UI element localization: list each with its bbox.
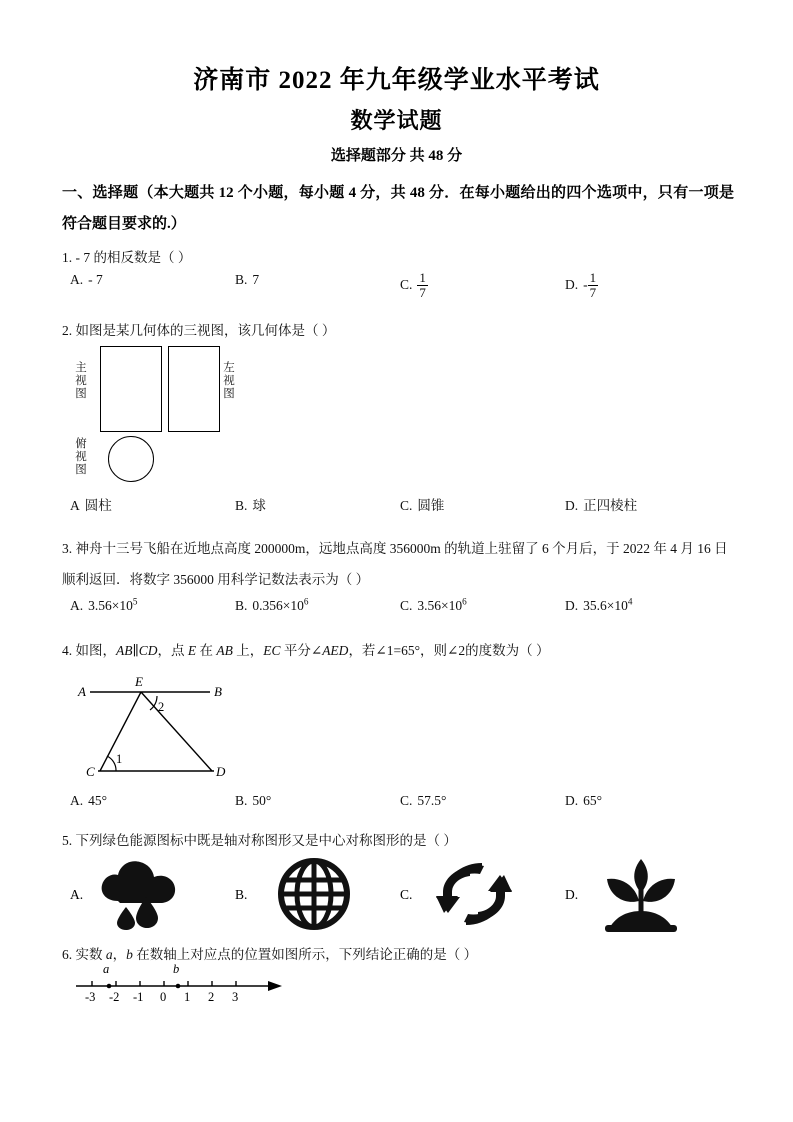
option-2-B-label: B. <box>235 498 248 513</box>
option-3-D-mantissa: 35.6×10 <box>583 598 628 613</box>
option-5-D[interactable] <box>565 855 730 935</box>
option-4-B-text: 50° <box>252 793 272 808</box>
fraction-denominator: 7 <box>589 284 597 300</box>
question-1-options <box>62 272 742 302</box>
angle-label-2: 2 <box>158 700 165 714</box>
option-4-A-text: 45° <box>88 793 108 808</box>
option-3-C[interactable] <box>400 598 467 614</box>
option-2-D-text: 正四棱柱 <box>583 498 638 513</box>
fraction-denominator: 7 <box>419 284 426 300</box>
option-1-D-fraction <box>588 271 599 299</box>
option-4-D[interactable] <box>565 793 602 809</box>
option-4-D-text: 65° <box>583 793 603 808</box>
question-2-stem: 2. 如图是某几何体的三视图，该几何体是（ ） <box>62 323 336 338</box>
option-4-B[interactable] <box>235 793 271 809</box>
option-1-D-label: D. <box>565 277 579 293</box>
number-line-point-b-label: b <box>173 962 180 976</box>
q6-part-1: 6. 实数 <box>62 947 106 962</box>
option-1-B-text: 7 <box>252 272 260 287</box>
q4-part-4: 上， <box>232 643 264 658</box>
rain-cloud-icon <box>98 857 184 931</box>
option-3-A-label: A. <box>70 598 84 613</box>
option-1-A[interactable] <box>70 272 103 288</box>
angle-label-1: 1 <box>116 752 123 766</box>
option-4-A[interactable] <box>70 793 107 809</box>
side-view-label: 左视图 <box>223 362 235 400</box>
option-1-A-text: - 7 <box>88 272 103 287</box>
tick-label-0: 0 <box>160 990 167 1004</box>
option-2-D[interactable] <box>565 494 637 514</box>
option-2-C-text: 圆锥 <box>417 498 445 513</box>
q4-var-AED: AED <box>322 643 349 658</box>
option-2-D-label: D. <box>565 498 579 513</box>
question-3-stem: 3. 神舟十三号飞船在近地点高度 200000m，远地点高度 356000m 的轨道上驻留了 6 个月后，于 2022 年 4 月 16 日顺利返回．将数字 356000 用科学记数法表示为（ ） <box>62 541 728 587</box>
option-3-A[interactable] <box>70 598 137 614</box>
option-3-B-exponent: 6 <box>303 596 309 607</box>
option-3-A-mantissa: 3.56×10 <box>88 598 133 613</box>
fraction-numerator: 1 <box>419 270 426 285</box>
q4-part-6: ，若∠1=65°，则∠2的度数为（ ） <box>348 643 550 658</box>
option-3-B[interactable] <box>235 598 308 614</box>
option-2-A[interactable] <box>70 494 112 514</box>
option-1-A-label: A. <box>70 272 84 287</box>
point-label-A: A <box>78 684 86 699</box>
option-4-B-label: B. <box>235 793 248 808</box>
option-1-B-label: B. <box>235 272 248 287</box>
tick-label--3: -3 <box>85 990 96 1004</box>
q4-part-2: ，点 <box>157 643 188 658</box>
page-title: 济南市 2022 年九年级学业水平考试 <box>193 67 600 94</box>
option-2-C[interactable] <box>400 494 444 514</box>
option-2-A-label: A <box>70 498 80 513</box>
number-line-point-a-label: a <box>103 962 110 976</box>
q4-part-3: 在 <box>196 643 217 658</box>
option-1-C[interactable] <box>400 272 428 300</box>
option-4-C-label: C. <box>400 793 413 808</box>
option-5-C-label: C. <box>400 887 413 902</box>
q4-part-5: 平分∠ <box>280 643 323 658</box>
option-1-B[interactable] <box>235 272 259 288</box>
tick-label-1: 1 <box>184 990 191 1004</box>
option-4-C[interactable] <box>400 793 446 809</box>
question-1-stem: 1. - 7 的相反数是（ ） <box>62 250 192 265</box>
number-line-figure <box>70 962 290 1014</box>
fraction-numerator: 1 <box>589 270 597 285</box>
option-2-B[interactable] <box>235 494 266 514</box>
front-view-rectangle <box>100 346 162 432</box>
instructions-paragraph: 一、选择题（本大题共 12 个小题，每小题 4 分，共 48 分．在每小题给出的四个选项中，只有一项是符合题目要求的.） <box>62 185 734 232</box>
option-3-C-label: C. <box>400 598 413 613</box>
option-2-B-text: 球 <box>252 498 266 513</box>
tick-label--1: -1 <box>133 990 144 1004</box>
option-3-D[interactable] <box>565 598 632 614</box>
option-5-C[interactable] <box>400 855 565 935</box>
question-5-stem: 5. 下列绿色能源图标中既是轴对称图形又是中心对称图形的是（ ） <box>62 833 457 848</box>
option-5-A[interactable] <box>70 855 235 935</box>
question-2-options <box>62 494 742 524</box>
option-4-D-label: D. <box>565 793 579 808</box>
side-view-rectangle <box>168 346 220 432</box>
point-label-B: B <box>214 684 222 699</box>
question-5-options <box>62 855 742 935</box>
geometry-svg <box>62 672 282 784</box>
option-1-C-label: C. <box>400 277 413 293</box>
q6-var-a: a <box>105 947 113 962</box>
question-4-stem <box>62 638 738 664</box>
tick-label-3: 3 <box>232 990 239 1004</box>
q4-var-E: E <box>187 643 197 658</box>
option-3-C-exponent: 6 <box>462 596 467 607</box>
point-label-D: D <box>216 764 226 779</box>
section-header: 选择题部分 共 48 分 <box>330 148 463 164</box>
globe-grid-icon <box>277 857 351 931</box>
q6-part-3: 在数轴上对应点的位置如图所示，下列结论正确的是（ ） <box>132 947 478 962</box>
q4-part-1: 4. 如图， <box>62 643 116 658</box>
top-view-label: 俯视图 <box>75 438 87 476</box>
parallel-lines-triangle-figure <box>62 672 282 784</box>
option-2-C-label: C. <box>400 498 413 513</box>
front-view-label: 主视图 <box>75 362 87 400</box>
option-4-A-label: A. <box>70 793 84 808</box>
three-view-figure <box>62 340 312 485</box>
option-5-A-label: A. <box>70 887 84 902</box>
recycle-arrows-icon <box>434 861 514 927</box>
option-3-A-exponent: 5 <box>132 596 138 607</box>
q4-var-AB: AB <box>216 643 233 658</box>
option-3-B-label: B. <box>235 598 248 613</box>
option-4-C-text: 57.5° <box>417 793 447 808</box>
page-subtitle: 数学试题 <box>350 108 443 133</box>
top-view-circle <box>108 436 154 482</box>
tick-label--2: -2 <box>109 990 120 1004</box>
q4-var-AB-CD: AB∥CD <box>116 643 158 658</box>
q6-part-2: ， <box>112 947 127 962</box>
option-3-C-mantissa: 3.56×10 <box>417 598 463 613</box>
tick-label-2: 2 <box>208 990 215 1004</box>
option-2-A-text: 圆柱 <box>84 498 112 513</box>
option-1-D-sign: - <box>583 277 588 293</box>
option-1-D[interactable] <box>565 272 598 300</box>
option-5-D-label: D. <box>565 887 579 902</box>
option-5-B[interactable] <box>235 855 400 935</box>
point-label-E: E <box>135 674 143 689</box>
question-4-options <box>62 793 742 823</box>
option-3-D-exponent: 4 <box>627 596 633 607</box>
option-3-D-label: D. <box>565 598 579 613</box>
q4-var-EC: EC <box>263 643 281 658</box>
option-3-B-mantissa: 0.356×10 <box>252 598 304 613</box>
sprout-icon <box>601 855 681 933</box>
question-3-options <box>62 598 742 628</box>
q6-var-b: b <box>126 947 133 962</box>
option-5-B-label: B. <box>235 887 248 902</box>
point-label-C: C <box>86 764 95 779</box>
option-1-C-fraction <box>417 271 428 299</box>
question-6-stem <box>62 942 738 968</box>
